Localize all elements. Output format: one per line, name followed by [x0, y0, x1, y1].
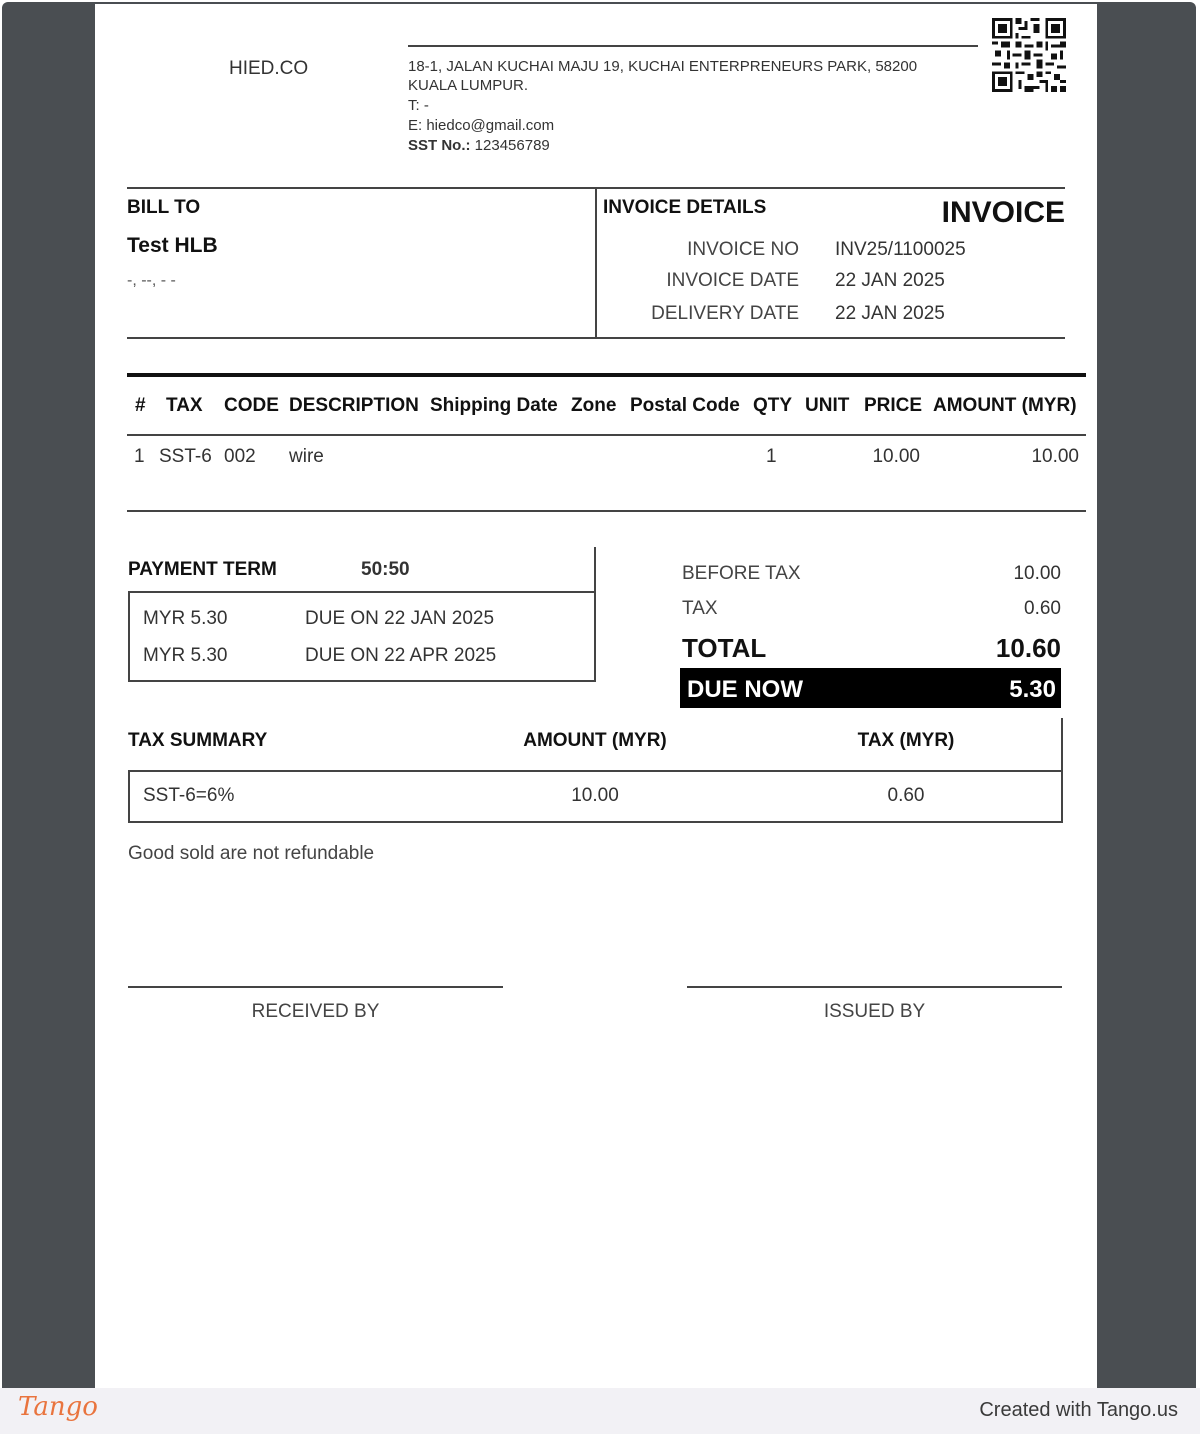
bill-to-address: -, --, - - [127, 272, 176, 289]
tax-value: 0.60 [1024, 598, 1061, 619]
payment-term-value: 50:50 [361, 559, 410, 580]
invoice-no-label: INVOICE NO [687, 239, 799, 260]
qr-code-icon [992, 18, 1066, 92]
tax-label: TAX [682, 598, 718, 619]
tax-summary-name: SST-6=6% [143, 785, 235, 806]
tax-summary-tax-header: TAX (MYR) [857, 730, 955, 751]
col-price: PRICE [864, 395, 923, 416]
refund-note: Good sold are not refundable [128, 843, 375, 864]
header-rule [408, 45, 978, 47]
due-now-label: DUE NOW [687, 676, 803, 703]
delivery-date-value: 22 JAN 2025 [835, 303, 945, 324]
col-shipping-date: Shipping Date [430, 395, 558, 416]
tax-summary-tax: 0.60 [887, 785, 925, 806]
col-qty: QTY [753, 395, 793, 416]
table-bottom-rule [127, 510, 1086, 512]
col-tax: TAX [166, 395, 203, 416]
col-postal-code: Postal Code [630, 395, 740, 416]
tax-summary-amount-header: AMOUNT (MYR) [523, 730, 667, 751]
col-code: CODE [224, 395, 279, 416]
sst-label: SST No.: [408, 137, 471, 154]
company-sst [408, 136, 550, 155]
invoice-heading: INVOICE [941, 196, 1065, 229]
delivery-date-label: DELIVERY DATE [651, 303, 799, 324]
installment-due: DUE ON 22 JAN 2025 [305, 608, 495, 629]
row-amount: 10.00 [1031, 446, 1079, 467]
bill-to-title: BILL TO [127, 197, 201, 218]
received-by-line [128, 986, 503, 988]
bill-section-divider [595, 187, 597, 339]
invoice-details-title: INVOICE DETAILS [603, 197, 767, 218]
payment-term-box [128, 591, 596, 682]
row-tax: SST-6 [159, 446, 212, 467]
payment-term-title: PAYMENT TERM [128, 559, 277, 580]
received-by-label: RECEIVED BY [251, 1001, 380, 1022]
col-zone: Zone [571, 395, 617, 416]
total-value: 10.60 [995, 633, 1061, 663]
issued-by-line [687, 986, 1062, 988]
invoice-date-value: 22 JAN 2025 [835, 270, 945, 291]
tango-credit: Created with Tango.us [979, 1399, 1178, 1421]
before-tax-label: BEFORE TAX [682, 563, 801, 584]
col-description: DESCRIPTION [289, 395, 419, 416]
table-top-rule [127, 373, 1086, 377]
company-name: HIED.CO [229, 58, 309, 79]
row-qty: 1 [766, 446, 777, 467]
row-num: 1 [134, 446, 145, 467]
due-now-value: 5.30 [1009, 676, 1056, 703]
invoice-date-label: INVOICE DATE [666, 270, 799, 291]
tax-summary-divider [1061, 718, 1063, 772]
installment-amount: MYR 5.30 [143, 608, 228, 629]
tax-summary-amount: 10.00 [571, 785, 619, 806]
invoice-no-value: INV25/1100025 [835, 239, 966, 260]
issued-by-label: ISSUED BY [823, 1001, 926, 1022]
installment-due: DUE ON 22 APR 2025 [305, 645, 497, 666]
row-price: 10.00 [872, 446, 920, 467]
invoice-page [95, 4, 1097, 1388]
row-description: wire [289, 446, 324, 467]
company-address-line1: 18-1, JALAN KUCHAI MAJU 19, KUCHAI ENTERPRENEURS PARK, 58200 [408, 58, 918, 75]
payment-term-divider [594, 547, 596, 592]
col-num: # [135, 395, 146, 416]
bill-to-name: Test HLB [127, 234, 218, 257]
tango-logo: Tango [18, 1392, 98, 1422]
col-unit: UNIT [805, 395, 850, 416]
before-tax-value: 10.00 [1013, 563, 1061, 584]
row-code: 002 [224, 446, 256, 467]
company-email: E: hiedco@gmail.com [408, 117, 555, 134]
installment-amount: MYR 5.30 [143, 645, 228, 666]
sst-value: 123456789 [474, 137, 550, 154]
col-amount: AMOUNT (MYR) [933, 395, 1077, 416]
company-phone: T: - [408, 97, 429, 114]
tax-summary-title: TAX SUMMARY [128, 730, 268, 751]
company-address-line2: KUALA LUMPUR. [408, 77, 529, 94]
table-header-rule [127, 434, 1086, 436]
total-label: TOTAL [682, 633, 767, 663]
